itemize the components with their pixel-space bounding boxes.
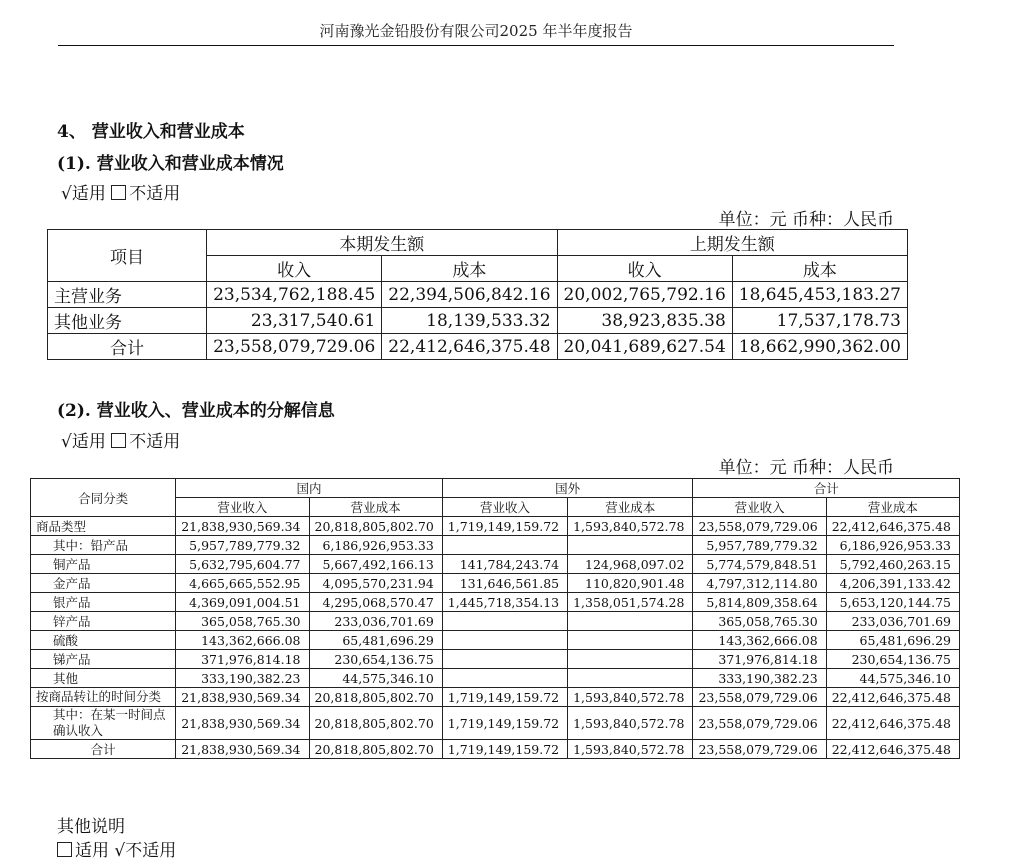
cell-value: 21,838,930,569.34 <box>176 707 309 740</box>
header-cost: 营业成本 <box>826 498 959 517</box>
cell-value: 20,818,805,802.70 <box>309 707 442 740</box>
cell-value: 143,362,666.08 <box>693 631 826 650</box>
row-label: 按商品转让的时间分类 <box>31 688 176 707</box>
cell-value: 4,206,391,133.42 <box>826 574 959 593</box>
cell-value: 230,654,136.75 <box>309 650 442 669</box>
cell-value: 131,646,561.85 <box>442 574 567 593</box>
not-applicable-checked-label: √不适用 <box>114 841 177 861</box>
cell-value: 22,412,646,375.48 <box>826 688 959 707</box>
applicability-line-3 <box>57 836 176 861</box>
table-row <box>31 593 960 612</box>
row-label: 金产品 <box>31 574 176 593</box>
table-row <box>31 650 960 669</box>
header-domestic: 国内 <box>176 479 443 498</box>
table-row <box>31 612 960 631</box>
subsection-title-2: (2). 营业收入、营业成本的分解信息 <box>57 401 335 421</box>
page-header: 河南豫光金铅股份有限公司2025 年半年度报告 <box>58 20 894 46</box>
header-revenue: 收入 <box>557 256 732 282</box>
table-row <box>31 707 960 740</box>
cell-value: 333,190,382.23 <box>693 669 826 688</box>
row-label: 锌产品 <box>31 612 176 631</box>
cell-value: 110,820,901.48 <box>568 574 693 593</box>
checkbox-empty-icon <box>57 842 72 857</box>
cell-value: 65,481,696.29 <box>826 631 959 650</box>
row-label: 其他 <box>31 669 176 688</box>
cell-value: 18,645,453,183.27 <box>732 282 907 308</box>
checkbox-empty-icon <box>111 185 126 200</box>
table-row <box>31 555 960 574</box>
cell-value: 21,838,930,569.34 <box>176 740 309 759</box>
cell-value: 1,593,840,572.78 <box>568 740 693 759</box>
header-cost: 成本 <box>732 256 907 282</box>
section-title: 4、 营业收入和营业成本 <box>57 122 245 142</box>
cell-value <box>568 612 693 631</box>
row-label: 其他业务 <box>48 308 207 334</box>
cell-value: 20,002,765,792.16 <box>557 282 732 308</box>
cell-value: 4,095,570,231.94 <box>309 574 442 593</box>
header-revenue: 收入 <box>207 256 382 282</box>
cell-value: 1,593,840,572.78 <box>568 688 693 707</box>
cell-value: 143,362,666.08 <box>176 631 309 650</box>
header-current-period: 本期发生额 <box>207 230 557 256</box>
cell-value: 22,412,646,375.48 <box>826 517 959 536</box>
header-prior-period: 上期发生额 <box>557 230 907 256</box>
table-row <box>31 631 960 650</box>
table-row <box>31 688 960 707</box>
cell-value: 5,653,120,144.75 <box>826 593 959 612</box>
cell-value: 5,792,460,263.15 <box>826 555 959 574</box>
cell-value: 371,976,814.18 <box>693 650 826 669</box>
row-label: 银产品 <box>31 593 176 612</box>
cell-value: 371,976,814.18 <box>176 650 309 669</box>
cell-value: 20,818,805,802.70 <box>309 740 442 759</box>
cell-value: 20,818,805,802.70 <box>309 517 442 536</box>
row-label: 商品类型 <box>31 517 176 536</box>
cell-value: 5,667,492,166.13 <box>309 555 442 574</box>
applicable-label: 适用 <box>75 841 115 861</box>
row-label: 锑产品 <box>31 650 176 669</box>
cell-value: 1,719,149,159.72 <box>442 517 567 536</box>
cell-value: 22,412,646,375.48 <box>826 707 959 740</box>
cell-value: 230,654,136.75 <box>826 650 959 669</box>
checkbox-empty-icon <box>111 433 126 448</box>
not-applicable-label: 不适用 <box>129 432 181 452</box>
row-label: 硫酸 <box>31 631 176 650</box>
cell-value: 141,784,243.74 <box>442 555 567 574</box>
table-row <box>31 669 960 688</box>
cell-value <box>442 536 567 555</box>
cell-value: 21,838,930,569.34 <box>176 517 309 536</box>
header-cost: 营业成本 <box>309 498 442 517</box>
revenue-cost-table <box>47 229 908 360</box>
cell-value: 44,575,346.10 <box>309 669 442 688</box>
cell-value: 1,719,149,159.72 <box>442 688 567 707</box>
cell-value: 23,534,762,188.45 <box>207 282 382 308</box>
table-row <box>31 517 960 536</box>
cell-value: 5,774,579,848.51 <box>693 555 826 574</box>
cell-value: 365,058,765.30 <box>176 612 309 631</box>
cell-value: 5,957,789,779.32 <box>176 536 309 555</box>
cell-value: 4,369,091,004.51 <box>176 593 309 612</box>
cell-value: 4,797,312,114.80 <box>693 574 826 593</box>
subsection-title-1: (1). 营业收入和营业成本情况 <box>57 154 284 174</box>
cell-value: 233,036,701.69 <box>826 612 959 631</box>
cell-value: 23,558,079,729.06 <box>207 334 382 360</box>
revenue-breakdown-table <box>30 478 960 759</box>
row-label: 合计 <box>31 740 176 759</box>
cell-value: 5,957,789,779.32 <box>693 536 826 555</box>
table-row <box>48 308 908 334</box>
cell-value: 22,394,506,842.16 <box>382 282 557 308</box>
header-item: 项目 <box>48 230 207 282</box>
cell-value: 1,358,051,574.28 <box>568 593 693 612</box>
cell-value: 1,719,149,159.72 <box>442 707 567 740</box>
table-row <box>31 574 960 593</box>
row-label: 合计 <box>48 334 207 360</box>
cell-value: 1,593,840,572.78 <box>568 517 693 536</box>
cell-value <box>568 650 693 669</box>
header-revenue: 营业收入 <box>693 498 826 517</box>
cell-value <box>442 669 567 688</box>
cell-value: 18,139,533.32 <box>382 308 557 334</box>
cell-value: 22,412,646,375.48 <box>826 740 959 759</box>
header-total: 合计 <box>693 479 960 498</box>
cell-value: 4,295,068,570.47 <box>309 593 442 612</box>
cell-value: 6,186,926,953.33 <box>309 536 442 555</box>
table-row <box>48 334 908 360</box>
cell-value <box>568 669 693 688</box>
cell-value: 1,593,840,572.78 <box>568 707 693 740</box>
cell-value: 5,814,809,358.64 <box>693 593 826 612</box>
cell-value <box>568 631 693 650</box>
cell-value: 65,481,696.29 <box>309 631 442 650</box>
cell-value <box>568 536 693 555</box>
cell-value: 1,719,149,159.72 <box>442 740 567 759</box>
row-label: 主营业务 <box>48 282 207 308</box>
cell-value: 23,317,540.61 <box>207 308 382 334</box>
cell-value: 124,968,097.02 <box>568 555 693 574</box>
cell-value: 44,575,346.10 <box>826 669 959 688</box>
cell-value <box>442 612 567 631</box>
row-label: 其中：铅产品 <box>31 536 176 555</box>
unit-currency-1: 单位：元 币种：人民币 <box>718 210 894 230</box>
cell-value <box>442 650 567 669</box>
not-applicable-label: 不适用 <box>129 184 181 204</box>
cell-value: 20,818,805,802.70 <box>309 688 442 707</box>
applicable-checked-label: √适用 <box>61 184 112 204</box>
cell-value: 38,923,835.38 <box>557 308 732 334</box>
cell-value: 23,558,079,729.06 <box>693 740 826 759</box>
row-label: 其中：在某一时间点确认收入 <box>31 707 176 740</box>
row-label: 铜产品 <box>31 555 176 574</box>
table-row <box>31 536 960 555</box>
table-row <box>48 282 908 308</box>
cell-value <box>442 631 567 650</box>
header-cost: 营业成本 <box>568 498 693 517</box>
header-foreign: 国外 <box>442 479 693 498</box>
cell-value: 23,558,079,729.06 <box>693 517 826 536</box>
cell-value: 21,838,930,569.34 <box>176 688 309 707</box>
cell-value: 1,445,718,354.13 <box>442 593 567 612</box>
cell-value: 23,558,079,729.06 <box>693 688 826 707</box>
table-row <box>31 740 960 759</box>
header-revenue: 营业收入 <box>176 498 309 517</box>
applicability-line-1 <box>61 179 180 204</box>
other-notes-title: 其他说明 <box>57 817 125 837</box>
header-contract-class: 合同分类 <box>31 479 176 517</box>
cell-value: 233,036,701.69 <box>309 612 442 631</box>
cell-value: 365,058,765.30 <box>693 612 826 631</box>
cell-value: 20,041,689,627.54 <box>557 334 732 360</box>
cell-value: 4,665,665,552.95 <box>176 574 309 593</box>
header-cost: 成本 <box>382 256 557 282</box>
applicability-line-2 <box>61 427 180 452</box>
unit-currency-2: 单位：元 币种：人民币 <box>718 458 894 478</box>
header-revenue: 营业收入 <box>442 498 567 517</box>
applicable-checked-label: √适用 <box>61 432 112 452</box>
cell-value: 333,190,382.23 <box>176 669 309 688</box>
cell-value: 17,537,178.73 <box>732 308 907 334</box>
cell-value: 23,558,079,729.06 <box>693 707 826 740</box>
cell-value: 22,412,646,375.48 <box>382 334 557 360</box>
cell-value: 5,632,795,604.77 <box>176 555 309 574</box>
cell-value: 18,662,990,362.00 <box>732 334 907 360</box>
cell-value: 6,186,926,953.33 <box>826 536 959 555</box>
